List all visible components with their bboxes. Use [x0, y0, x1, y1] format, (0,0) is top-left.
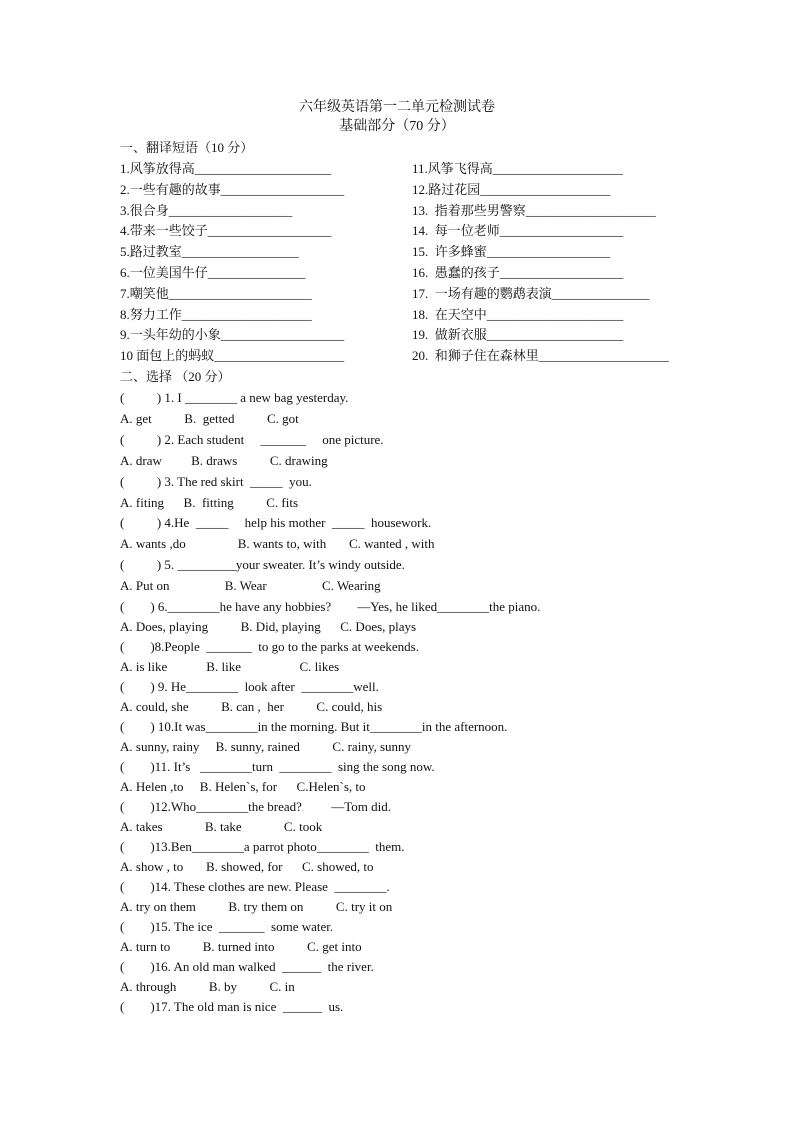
phrase-item: 3.很合身___________________	[120, 203, 293, 218]
phrase-item: 4.带来一些饺子___________________	[120, 223, 332, 238]
phrase-item: 9.一头年幼的小象___________________	[120, 327, 345, 342]
phrase-item: 8.努力工作____________________	[120, 307, 312, 322]
phrase-item: 2.一些有趣的故事___________________	[120, 182, 345, 197]
phrase-item: 6.一位美国牛仔_______________	[120, 265, 306, 280]
question-line: ( )17. The old man is nice ______ us.	[120, 999, 344, 1014]
options-line: A. Put on B. Wear C. Wearing	[120, 578, 381, 593]
options-line: A. fiting B. fitting C. fits	[120, 495, 299, 510]
phrase-item: 12.路过花园____________________	[412, 182, 611, 197]
exam-title: 六年级英语第一二单元检测试卷	[299, 100, 495, 115]
options-line: A. draw B. draws C. drawing	[120, 453, 328, 468]
phrase-item: 18. 在天空中_____________________	[412, 307, 624, 322]
section2-heading: 二、选择 （20 分）	[120, 369, 231, 384]
options-line: A. takes B. take C. took	[120, 819, 323, 834]
phrase-item: 19. 做新衣服_____________________	[412, 327, 624, 342]
section1-heading: 一、翻译短语（10 分）	[120, 140, 254, 155]
phrase-item: 16. 愚蠢的孩子___________________	[412, 265, 624, 280]
options-line: A. is like B. like C. likes	[120, 659, 340, 674]
phrase-item: 14. 每一位老师___________________	[412, 223, 624, 238]
question-line: ( )14. These clothes are new. Please ________.	[120, 879, 390, 894]
phrase-item: 5.路过教室__________________	[120, 244, 299, 259]
options-line: A. through B. by C. in	[120, 979, 295, 994]
question-line: ( ) 10.It was________in the morning. But it________in the afternoon.	[120, 719, 508, 734]
options-line: A. wants ,do B. wants to, with C. wanted , with	[120, 536, 435, 551]
options-line: A. get B. getted C. got	[120, 411, 299, 426]
phrase-item: 7.嘲笑他______________________	[120, 286, 312, 301]
question-line: ( )12.Who________the bread? —Tom did.	[120, 799, 391, 814]
phrase-item: 17. 一场有趣的鹦鹉表演_______________	[412, 286, 650, 301]
options-line: A. sunny, rainy B. sunny, rained C. rainy, sunny	[120, 739, 412, 754]
question-line: ( ) 6.________he have any hobbies? —Yes, he liked________the piano.	[120, 599, 541, 614]
question-line: ( ) 2. Each student _______ one picture.	[120, 432, 384, 447]
options-line: A. show , to B. showed, for C. showed, to	[120, 859, 374, 874]
phrase-item: 1.风筝放得高_____________________	[120, 161, 332, 176]
phrase-item: 10 面包上的蚂蚁____________________	[120, 348, 345, 363]
options-line: A. Helen ,to B. Helen`s, for C.Helen`s, to	[120, 779, 366, 794]
options-line: A. try on them B. try them on C. try it on	[120, 899, 393, 914]
question-line: ( )16. An old man walked ______ the river.	[120, 959, 374, 974]
exam-subtitle: 基础部分（70 分）	[339, 119, 455, 134]
question-line: ( )15. The ice _______ some water.	[120, 919, 334, 934]
phrase-item: 15. 许多蜂蜜___________________	[412, 244, 611, 259]
phrase-item: 11.风筝飞得高____________________	[412, 161, 623, 176]
options-line: A. turn to B. turned into C. get into	[120, 939, 362, 954]
question-line: ( )8.People _______ to go to the parks at weekends.	[120, 639, 419, 654]
phrase-item: 13. 指着那些男警察____________________	[412, 203, 656, 218]
options-line: A. could, she B. can , her C. could, his	[120, 699, 383, 714]
question-line: ( ) 9. He________ look after ________well.	[120, 679, 379, 694]
options-line: A. Does, playing B. Did, playing C. Does, plays	[120, 619, 417, 634]
question-line: ( ) 1. I ________ a new bag yesterday.	[120, 390, 349, 405]
question-line: ( ) 3. The red skirt _____ you.	[120, 474, 312, 489]
question-line: ( ) 5. _________your sweater. It’s windy outside.	[120, 557, 405, 572]
question-line: ( ) 4.He _____ help his mother _____ housework.	[120, 515, 432, 530]
question-line: ( )11. It’s ________turn ________ sing the song now.	[120, 759, 435, 774]
question-line: ( )13.Ben________a parrot photo________ them.	[120, 839, 405, 854]
phrase-item: 20. 和狮子住在森林里____________________	[412, 348, 669, 363]
